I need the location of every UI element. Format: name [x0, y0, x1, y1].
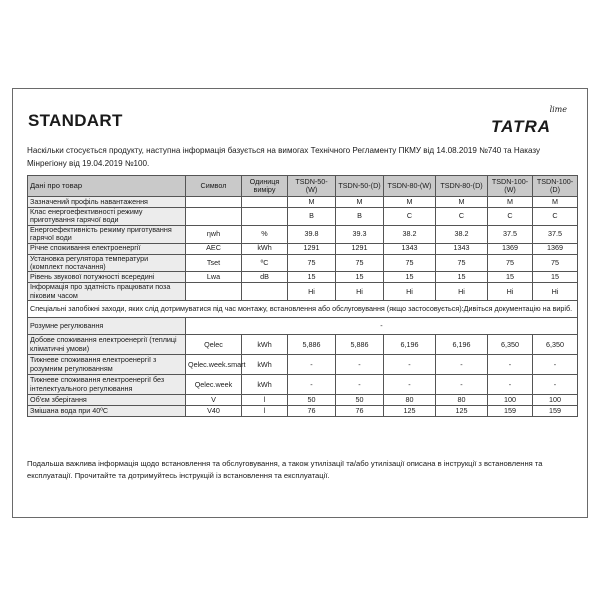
row-symbol: Qelec.week.smart — [186, 355, 242, 375]
row-value: 6,350 — [488, 335, 533, 355]
row-value: - — [488, 355, 533, 375]
header-unit: Одиниця виміру — [242, 176, 288, 197]
row-param: Добове споживання електроенергії (теплиці кліматичні умови) — [28, 335, 186, 355]
row-value: 1369 — [488, 243, 533, 254]
row-symbol — [186, 208, 242, 226]
row-param: Тижневе споживання електроенергії без інтелектуального регулювання — [28, 375, 186, 395]
row-symbol: Qelec.week — [186, 375, 242, 395]
row-unit — [242, 283, 288, 301]
row-unit: kWh — [242, 243, 288, 254]
row-value: 100 — [488, 395, 533, 406]
row-value: Hi — [288, 283, 336, 301]
row-value: 125 — [384, 406, 436, 417]
row-symbol: V — [186, 395, 242, 406]
row-value: C — [436, 208, 488, 226]
row-param: Клас енергоефективності режиму приготування гарячої води — [28, 208, 186, 226]
row-value: B — [288, 208, 336, 226]
row-value: 75 — [384, 254, 436, 272]
row-value: - — [336, 375, 384, 395]
row-value: - — [288, 355, 336, 375]
header-model: TSDN-80-(D) — [436, 176, 488, 197]
table-row — [28, 283, 578, 301]
row-value: 75 — [533, 254, 578, 272]
row-value: - — [436, 355, 488, 375]
row-param: Інформація про здатність працювати поза піковим часом — [28, 283, 186, 301]
row-unit: kWh — [242, 335, 288, 355]
row-value: 125 — [436, 406, 488, 417]
row-symbol: AEC — [186, 243, 242, 254]
row-value: 75 — [336, 254, 384, 272]
table-row — [28, 375, 578, 395]
footer-note: Подальша важлива інформація щодо встановлення та обслуговування, а також утилізації та/або утилізації описана в інструкції з встановлення та експлуатації. Прочитайте та дотримуйтесь інструкцій із встановлення та експлуатації. — [27, 459, 543, 480]
special-note: Спеціальні запобіжні заходи, яких слід дотримуватися під час монтажу, встановлення або обслуговування (якщо застосовується):Дивіться документацію на виріб. — [28, 301, 578, 318]
row-value: Hi — [384, 283, 436, 301]
product-data-table — [27, 175, 578, 417]
row-param: Зазначений профіль навантаження — [28, 197, 186, 208]
table-row — [28, 406, 578, 417]
row-value: M — [488, 197, 533, 208]
row-value: 15 — [384, 272, 436, 283]
row-value: 100 — [533, 395, 578, 406]
row-value: C — [488, 208, 533, 226]
row-value: 1343 — [384, 243, 436, 254]
row-value: M — [533, 197, 578, 208]
row-value: 159 — [488, 406, 533, 417]
tatra-logo — [491, 103, 569, 137]
row-value: - — [488, 375, 533, 395]
special-note-row — [28, 301, 578, 318]
header-model: TSDN-80-(W) — [384, 176, 436, 197]
row-value: - — [384, 375, 436, 395]
row-value: M — [336, 197, 384, 208]
row-value: 15 — [436, 272, 488, 283]
row-symbol — [186, 197, 242, 208]
row-value: - — [533, 375, 578, 395]
row-value: - — [336, 355, 384, 375]
row-value: 15 — [288, 272, 336, 283]
row-value: 37.5 — [533, 225, 578, 243]
header-param: Дані про товар — [28, 176, 186, 197]
row-unit — [242, 208, 288, 226]
smart-control-row — [28, 318, 578, 335]
row-value: 38.2 — [436, 225, 488, 243]
energy-info-sheet — [12, 88, 588, 518]
row-value: 75 — [288, 254, 336, 272]
row-param: Об'єм зберігання — [28, 395, 186, 406]
row-value: M — [384, 197, 436, 208]
row-value: 15 — [336, 272, 384, 283]
row-value: 75 — [436, 254, 488, 272]
row-value: 5,886 — [336, 335, 384, 355]
row-value: 80 — [436, 395, 488, 406]
table-row — [28, 243, 578, 254]
row-param: Річне споживання електроенергії — [28, 243, 186, 254]
row-symbol — [186, 283, 242, 301]
row-value: 1291 — [336, 243, 384, 254]
row-value: 38.2 — [384, 225, 436, 243]
row-value: 37.5 — [488, 225, 533, 243]
row-value: - — [533, 355, 578, 375]
row-value: C — [384, 208, 436, 226]
row-value: Hi — [336, 283, 384, 301]
header-symbol: Символ — [186, 176, 242, 197]
table-header-row — [28, 176, 578, 197]
row-value: M — [288, 197, 336, 208]
row-value: 50 — [336, 395, 384, 406]
table-row — [28, 197, 578, 208]
row-value: 6,196 — [384, 335, 436, 355]
header-model: TSDN-50-(W) — [288, 176, 336, 197]
row-param: Тижневе споживання електроенергії з розумним регулюванням — [28, 355, 186, 375]
row-unit: ºC — [242, 254, 288, 272]
page-title: STANDART — [28, 111, 123, 130]
row-unit: dB — [242, 272, 288, 283]
row-unit — [242, 197, 288, 208]
table-row — [28, 335, 578, 355]
row-value: 159 — [533, 406, 578, 417]
header-model: TSDN-50-(D) — [336, 176, 384, 197]
row-value: Hi — [436, 283, 488, 301]
row-value: 76 — [336, 406, 384, 417]
table-row — [28, 395, 578, 406]
logo-brand: TATRA — [491, 117, 552, 136]
row-symbol: Lwa — [186, 272, 242, 283]
row-value: 15 — [533, 272, 578, 283]
smart-control-value: - — [186, 318, 578, 335]
row-value: - — [288, 375, 336, 395]
row-value: 6,196 — [436, 335, 488, 355]
table-row — [28, 225, 578, 243]
row-value: 75 — [488, 254, 533, 272]
row-value: 6,350 — [533, 335, 578, 355]
row-symbol: Tset — [186, 254, 242, 272]
row-value: 39.3 — [336, 225, 384, 243]
row-value: B — [336, 208, 384, 226]
row-value: - — [436, 375, 488, 395]
table-row — [28, 254, 578, 272]
row-param: Змішана вода при 40ºC — [28, 406, 186, 417]
row-value: Hi — [488, 283, 533, 301]
row-param: Установка регулятора температури (комплект постачання) — [28, 254, 186, 272]
row-value: M — [436, 197, 488, 208]
header-model: TSDN-100-(W) — [488, 176, 533, 197]
table-row — [28, 272, 578, 283]
row-symbol: V40 — [186, 406, 242, 417]
table-row — [28, 208, 578, 226]
row-value: 15 — [488, 272, 533, 283]
row-unit: l — [242, 406, 288, 417]
row-unit: kWh — [242, 375, 288, 395]
row-value: C — [533, 208, 578, 226]
row-param: Рівень звукової потужності всередині — [28, 272, 186, 283]
row-value: 50 — [288, 395, 336, 406]
row-value: 1291 — [288, 243, 336, 254]
row-value: 80 — [384, 395, 436, 406]
row-unit: kWh — [242, 355, 288, 375]
row-param: Енергоефективність режиму приготування гарячої води — [28, 225, 186, 243]
row-unit: % — [242, 225, 288, 243]
table-row — [28, 355, 578, 375]
row-value: 5,886 — [288, 335, 336, 355]
row-value: 39.8 — [288, 225, 336, 243]
row-symbol: Qelec — [186, 335, 242, 355]
row-symbol: ηwh — [186, 225, 242, 243]
logo-sub: lime — [549, 105, 567, 114]
row-param: Розумне регулювання — [28, 318, 186, 335]
row-value: Hi — [533, 283, 578, 301]
row-value: 1369 — [533, 243, 578, 254]
intro-text: Наскільки стосується продукту, наступна інформація базується на вимогах Технічного Регламенту ПКМУ від 14.08.2019 №740 та Наказу Мінрегіону від 19.04.2019 №100. — [27, 146, 541, 168]
header-model: TSDN-100-(D) — [533, 176, 578, 197]
row-value: 1343 — [436, 243, 488, 254]
row-unit: l — [242, 395, 288, 406]
row-value: 76 — [288, 406, 336, 417]
row-value: - — [384, 355, 436, 375]
